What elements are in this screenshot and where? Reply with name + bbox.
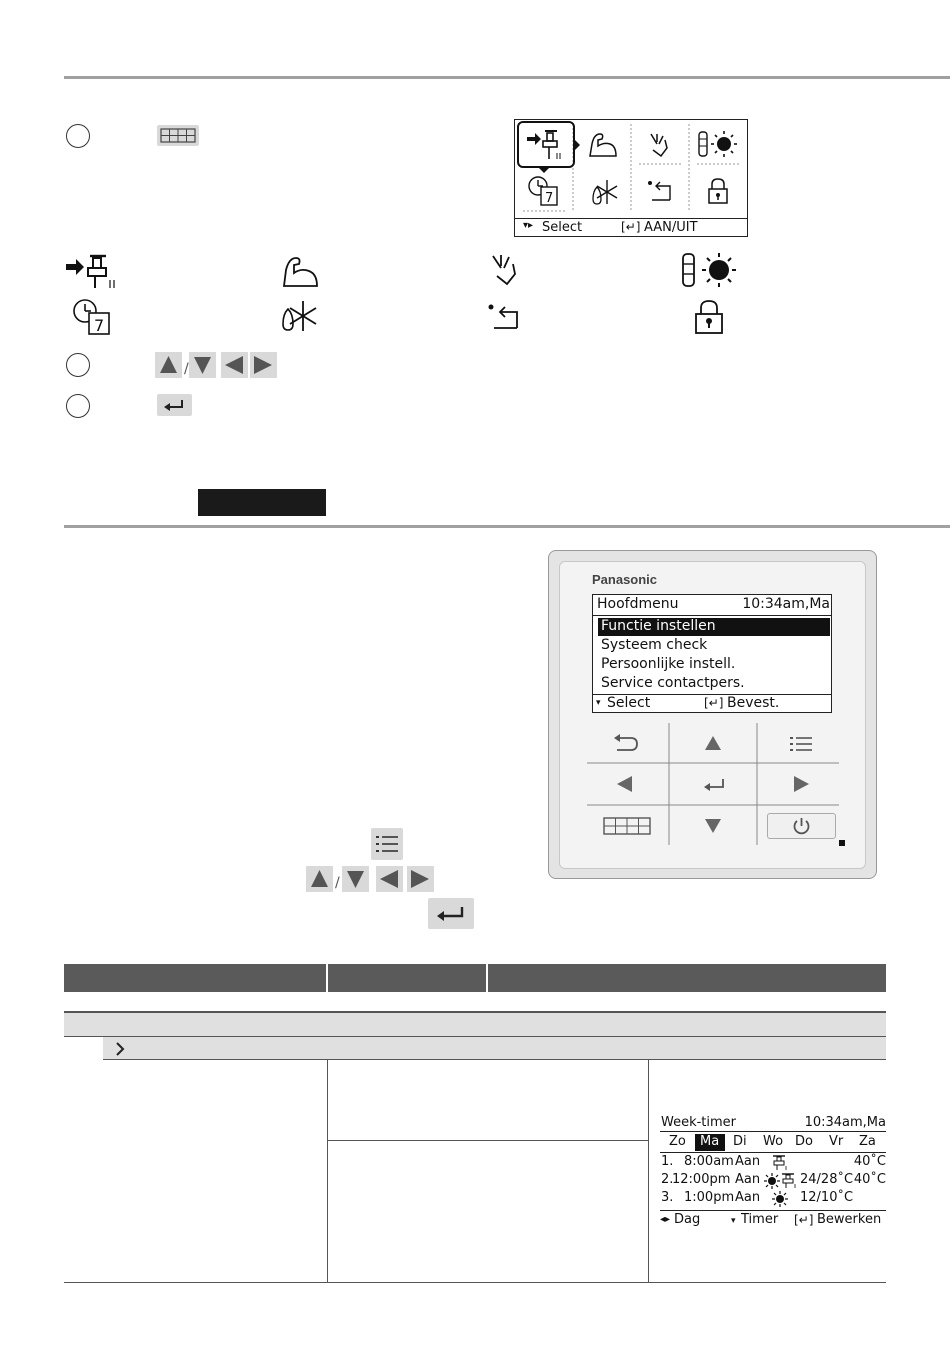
step-1-circle: [66, 124, 90, 148]
weekly-timer-icon: [72, 298, 116, 336]
enter-button[interactable]: [701, 775, 727, 795]
down-button[interactable]: [703, 817, 723, 835]
arrow-keys-icon: [306, 865, 434, 893]
table-header-separator: [326, 964, 328, 992]
menu-item-service[interactable]: Service contactpers.: [601, 675, 745, 691]
heater-sun-icon: [680, 251, 742, 289]
grid-key: [157, 125, 199, 146]
enter-bracket-icon: [↵]: [794, 1213, 814, 1227]
day-ma[interactable]: Ma: [700, 1134, 720, 1149]
day-wo[interactable]: Wo: [763, 1134, 784, 1149]
quiet-icon: [643, 130, 677, 160]
menu-key: [371, 828, 403, 860]
timer-row-state: Aan: [735, 1172, 761, 1187]
lock-icon: [692, 298, 726, 336]
enter-key: [428, 898, 474, 929]
enter-icon: [428, 898, 474, 929]
screen-footer: [515, 218, 747, 237]
week-footer-edit: Bewerken: [817, 1212, 882, 1227]
day-arrows-icon: ◂▸: [660, 1214, 671, 1225]
tap-water-icon: [525, 129, 565, 161]
step-3-circle: [66, 394, 90, 418]
tap-water-icon: [771, 1155, 789, 1171]
svg-text:7: 7: [94, 316, 105, 335]
timer-row-state: Aan: [735, 1190, 761, 1205]
timer-row-temp1: 12/10˚C: [800, 1190, 854, 1205]
timer-row-num: 1.: [661, 1154, 674, 1169]
back-button[interactable]: [611, 732, 641, 756]
sun-icon: [772, 1191, 788, 1207]
function-grid-button[interactable]: [602, 816, 652, 836]
timer-row-temp2: 40˚C: [853, 1172, 886, 1187]
svg-text:/: /: [335, 875, 340, 891]
brand-logo: Panasonic: [592, 572, 658, 587]
timer-row-num: 3.: [661, 1190, 674, 1205]
timer-row-temp2: 40˚C: [853, 1154, 886, 1169]
lcd-time: 10:34am,Ma: [742, 596, 830, 612]
return-icon: [487, 302, 523, 334]
timer-row-time: 1:00pm: [684, 1190, 735, 1205]
powerful-icon: [586, 130, 620, 160]
day-za[interactable]: Za: [859, 1134, 876, 1149]
timer-row-time: 12:00pm: [672, 1172, 731, 1187]
lcd-footer-select: Select: [607, 695, 651, 711]
timer-row-state: Aan: [735, 1154, 761, 1169]
grid-icon: [157, 125, 199, 146]
footer-onoff-label: AAN/UIT: [644, 220, 698, 235]
footer-select-label: Select: [542, 220, 583, 235]
lock-icon: [705, 176, 731, 206]
week-timer-time: 10:34am,Ma: [804, 1115, 886, 1130]
week-footer-day: Dag: [674, 1212, 701, 1227]
left-button[interactable]: [615, 774, 635, 794]
week-timer-title: Week-timer: [661, 1115, 737, 1130]
day-do[interactable]: Do: [795, 1134, 813, 1149]
menu-list-icon: [371, 828, 403, 860]
select-arrow-icon: ▾▸: [523, 220, 534, 231]
arrow-keys-icon: [155, 351, 277, 379]
menu-item-systeem[interactable]: Systeem check: [601, 637, 708, 653]
quiet-icon: [487, 252, 527, 288]
table-subsection-row: [103, 1037, 886, 1060]
timer-row-time: 8:00am: [684, 1154, 734, 1169]
enter-bracket-icon: [↵]: [621, 220, 641, 234]
svg-text:7: 7: [545, 191, 554, 206]
day-vr[interactable]: Vr: [829, 1134, 844, 1149]
remote-controller: [548, 550, 877, 879]
table-header-bar: [64, 964, 886, 992]
lcd-footer-confirm: Bevest.: [727, 695, 780, 711]
heater-sun-icon: [696, 129, 740, 159]
top-rule: [64, 76, 950, 79]
weekly-timer-icon: [527, 175, 563, 207]
powerful-icon: [279, 254, 321, 290]
menu-item-persoonlijk[interactable]: Persoonlijke instell.: [601, 656, 736, 672]
timer-row-num: 2.: [661, 1172, 674, 1187]
status-led: [839, 840, 845, 846]
enter-key: [157, 394, 192, 416]
timer-row-temp1: 24/28˚C: [800, 1172, 854, 1187]
function-menu-screen: [514, 119, 748, 237]
enter-bracket-icon: [↵]: [704, 696, 724, 710]
week-footer-timer: Timer: [741, 1212, 779, 1227]
right-button[interactable]: [791, 774, 811, 794]
chevron-right-icon: [113, 1039, 127, 1059]
svg-text:/: /: [184, 361, 189, 377]
power-button[interactable]: [767, 813, 836, 839]
select-arrow-icon: ▾: [731, 1216, 736, 1226]
tap-water-icon: [64, 254, 122, 290]
menu-item-functie[interactable]: Functie instellen: [601, 618, 716, 634]
defrost-icon: [275, 298, 321, 334]
enter-icon: [157, 394, 192, 416]
day-di[interactable]: Di: [733, 1134, 747, 1149]
table-section-row: [64, 1011, 886, 1037]
mid-rule: [64, 525, 950, 528]
day-zo[interactable]: Zo: [669, 1134, 686, 1149]
select-arrow-icon: ▾: [596, 698, 601, 708]
step-2-circle: [66, 353, 90, 377]
lcd-title: Hoofdmenu: [597, 596, 679, 612]
week-timer-screen: [658, 1114, 888, 1230]
menu-button[interactable]: [788, 734, 814, 754]
up-button[interactable]: [703, 734, 723, 752]
tap-water-icon: [780, 1173, 798, 1189]
power-icon: [768, 814, 835, 838]
return-icon: [646, 178, 676, 206]
defrost-icon: [585, 177, 621, 207]
sun-icon: [764, 1173, 780, 1189]
table-header-separator: [486, 964, 488, 992]
black-label-box: [198, 489, 326, 516]
